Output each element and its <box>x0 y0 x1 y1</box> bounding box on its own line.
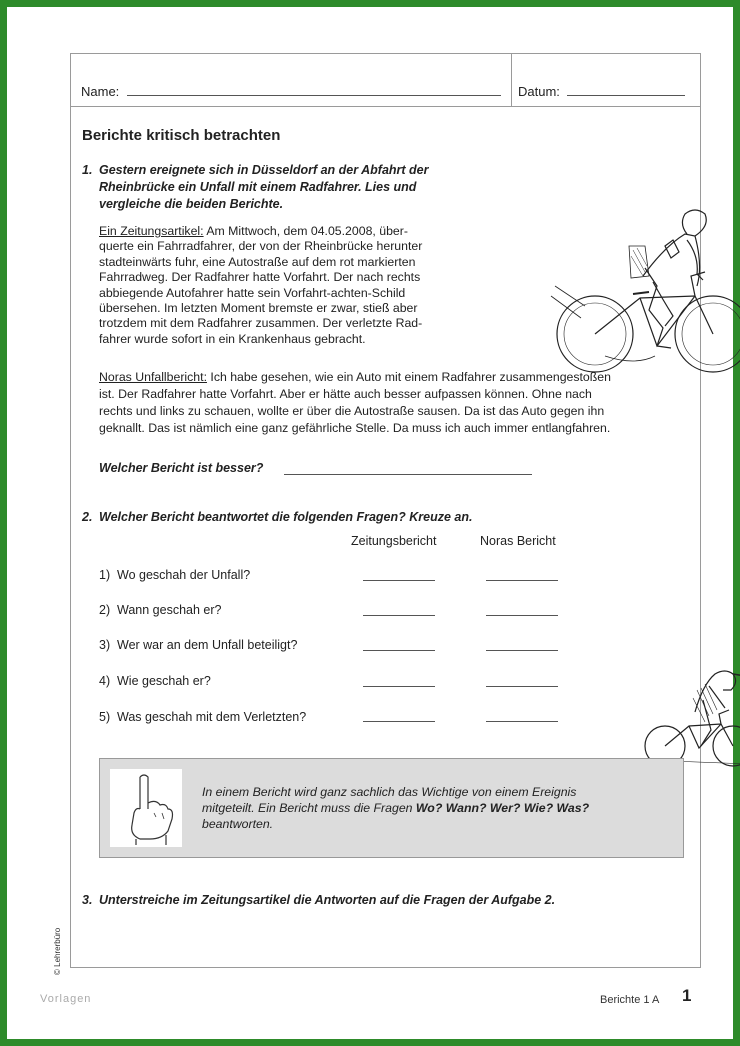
task-1-line-2: Rheinbrücke ein Unfall mit einem Radfahrer. Lies und <box>99 180 417 194</box>
answer-line-newspaper[interactable] <box>363 650 435 651</box>
date-field[interactable] <box>567 95 685 96</box>
answer-line-newspaper[interactable] <box>363 580 435 581</box>
question-number: 1) <box>99 568 111 582</box>
page-number: 1 <box>682 986 692 1005</box>
which-report-answer-line[interactable] <box>284 474 532 475</box>
task-3-number: 3. <box>82 893 93 907</box>
date-label: Datum: <box>518 84 560 99</box>
task-1-line-1: Gestern ereignete sich in Düsseldorf an der Abfahrt der <box>99 163 429 177</box>
article-line: trotzdem mit dem Radfahrer zusammen. Der verletzte Rad- <box>99 316 423 331</box>
small-bike-front-wheel <box>713 726 740 766</box>
info-line: In einem Bericht wird ganz sachlich das Wichtige von einem Ereignis <box>202 785 577 799</box>
worksheet-frame <box>70 53 701 968</box>
answer-line-nora[interactable] <box>486 615 558 616</box>
task-3 <box>82 892 555 909</box>
column-header-nora: Noras Bericht <box>480 534 556 548</box>
name-label: Name: <box>81 84 120 99</box>
nora-line: Ich habe gesehen, wie ein Auto mit einem Radfahrer zusammengestoßen <box>206 370 611 384</box>
article-line: querte ein Fahrradfahrer, der von der Rheinbrücke herunter <box>99 239 423 254</box>
copyright-note: © Lehrerbüro <box>53 927 62 975</box>
task-2-text: Welcher Bericht beantwortet die folgenden Fragen? Kreuze an. <box>99 510 473 524</box>
nora-report <box>99 369 694 437</box>
article-line: Am Mittwoch, dem 04.05.2008, über- <box>203 224 408 238</box>
info-questions: Wo? Wann? Wer? Wie? Was? <box>415 801 590 815</box>
header-row <box>71 54 700 107</box>
answer-line-nora[interactable] <box>486 580 558 581</box>
footer-right: Berichte 1 A <box>600 994 660 1006</box>
article-line: stadteinwärts fuhr, eine Autostraße auf dem rot markierten <box>99 254 416 269</box>
column-header-newspaper: Zeitungsbericht <box>351 534 437 548</box>
bike-front-wheel <box>675 296 740 372</box>
article-line: übersehen. Im letzten Moment bremste er zwar, stieß aber <box>99 301 418 316</box>
answer-line-newspaper[interactable] <box>363 686 435 687</box>
which-report-question: Welcher Bericht ist besser? <box>99 461 264 475</box>
answer-line-newspaper[interactable] <box>363 615 435 616</box>
info-text <box>202 784 652 832</box>
question-row <box>99 603 221 621</box>
nora-line: rechts und links zu schauen, wollte er über die Autostraße sausen. Da ist das Auto gegen ihn <box>99 404 605 418</box>
info-line: mitgeteilt. Ein Bericht muss die Fragen <box>202 801 416 815</box>
article-lead: Ein Zeitungsartikel: <box>99 224 204 238</box>
question-number: 2) <box>99 603 111 617</box>
task-2-number: 2. <box>82 510 93 524</box>
task-1-number: 1. <box>82 163 93 177</box>
answer-line-nora[interactable] <box>486 721 558 722</box>
pointing-hand-icon <box>110 769 182 847</box>
question-number: 3) <box>99 638 111 652</box>
info-line: beantworten. <box>202 817 274 831</box>
article-line: abbiegende Autofahrer hatte sein Vorfahrt-achten-Schild <box>99 285 406 300</box>
footer-left: Vorlagen <box>40 993 92 1005</box>
name-field[interactable] <box>127 95 501 96</box>
question-text: Wer war an dem Unfall beteiligt? <box>117 638 298 652</box>
question-row <box>99 710 306 728</box>
answer-line-nora[interactable] <box>486 686 558 687</box>
question-number: 5) <box>99 710 111 724</box>
answer-line-newspaper[interactable] <box>363 721 435 722</box>
question-text: Wie geschah er? <box>117 674 211 688</box>
question-text: Wo geschah der Unfall? <box>117 568 251 582</box>
question-row <box>99 674 211 692</box>
worksheet-page <box>7 7 733 1039</box>
question-number: 4) <box>99 674 111 688</box>
question-text: Was geschah mit dem Verletzten? <box>117 710 307 724</box>
task-2 <box>82 509 472 526</box>
article-line: fahrer wurde sofort in ein Krankenhaus gebracht. <box>99 331 366 346</box>
nora-line: ist. Der Radfahrer hatte Vorfahrt. Aber er hätte auch besser aufpassen können. Ohne nach <box>99 387 592 401</box>
task-1 <box>82 162 472 213</box>
small-cyclist-illustration <box>639 660 740 770</box>
question-row <box>99 568 250 586</box>
question-row <box>99 638 297 656</box>
newspaper-article <box>99 224 479 347</box>
article-line: Fahrradweg. Der Radfahrer hatte Vorfahrt. Der nach rechts <box>99 270 421 285</box>
info-box <box>99 758 684 858</box>
header-divider <box>511 54 512 107</box>
question-text: Wann geschah er? <box>117 603 222 617</box>
nora-lead: Noras Unfallbericht: <box>99 370 207 384</box>
task-1-line-3: vergleiche die beiden Berichte. <box>99 197 284 211</box>
task-3-text: Unterstreiche im Zeitungsartikel die Antworten auf die Fragen der Aufgabe 2. <box>99 893 556 907</box>
worksheet-title: Berichte kritisch betrachten <box>82 127 281 144</box>
answer-line-nora[interactable] <box>486 650 558 651</box>
nora-line: geknallt. Das ist nämlich eine ganz gefährliche Stelle. Da muss ich auch immer entlangfahren. <box>99 421 611 435</box>
